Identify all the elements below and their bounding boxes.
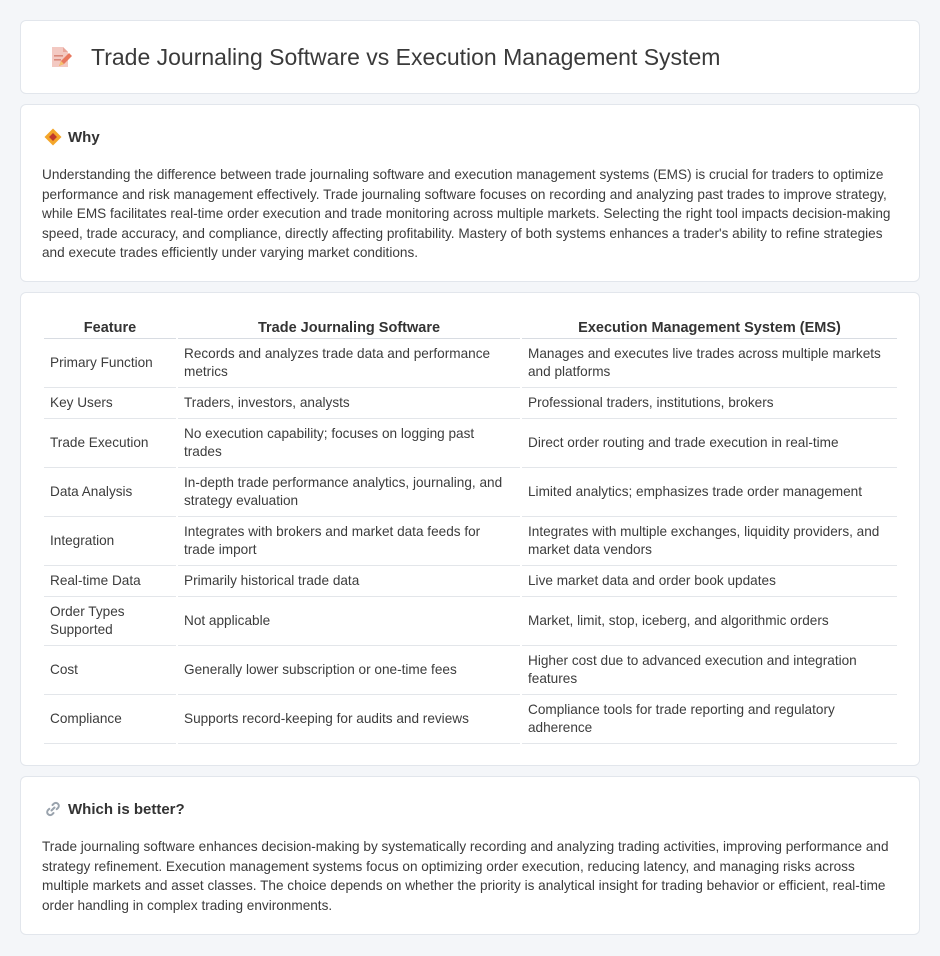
table-cell: In-depth trade performance analytics, journaling, and strategy evaluation [178, 468, 520, 517]
table-row [44, 597, 897, 646]
table-cell: No execution capability; focuses on logging past trades [178, 419, 520, 468]
feature-cell: Trade Execution [44, 419, 176, 468]
which-is-better-title: Which is better? [68, 800, 185, 818]
table-row [44, 517, 897, 566]
table-row [44, 339, 897, 388]
table-cell: Traders, investors, analysts [178, 388, 520, 419]
feature-cell: Integration [44, 517, 176, 566]
feature-cell: Key Users [44, 388, 176, 419]
header-card [20, 20, 920, 94]
feature-cell: Compliance [44, 695, 176, 744]
table-row [44, 566, 897, 597]
table-cell: Primarily historical trade data [178, 566, 520, 597]
table-cell: Direct order routing and trade execution in real-time [522, 419, 897, 468]
feature-cell: Real-time Data [44, 566, 176, 597]
table-cell: Supports record-keeping for audits and reviews [178, 695, 520, 744]
feature-cell: Order Types Supported [44, 597, 176, 646]
table-cell: Compliance tools for trade reporting and regulatory adherence [522, 695, 897, 744]
table-cell: Not applicable [178, 597, 520, 646]
which-is-better-body: Trade journaling software enhances decision-making by systematically recording and analyzing trading activities, improving performance and strategy refinement. Execution management systems focus on optimizing order execution, reducing latency, and managing risks across multiple markets and asset classes. The choice depends on whether the priority is analytical insight for trading behavior or efficient, real-time order handling in complex trading environments. [42, 839, 889, 913]
why-title: Why [68, 128, 100, 146]
column-header: Execution Management System (EMS) [522, 313, 897, 339]
table-row [44, 468, 897, 517]
table-cell: Market, limit, stop, iceberg, and algorithmic orders [522, 597, 897, 646]
table-cell: Higher cost due to advanced execution and integration features [522, 646, 897, 695]
table-cell: Limited analytics; emphasizes trade order management [522, 468, 897, 517]
diamond-sign-icon [43, 127, 63, 147]
table-cell: Integrates with brokers and market data feeds for trade import [178, 517, 520, 566]
column-header: Trade Journaling Software [178, 313, 520, 339]
comparison-table [42, 313, 899, 744]
table-cell: Integrates with multiple exchanges, liquidity providers, and market data vendors [522, 517, 897, 566]
table-row [44, 695, 897, 744]
feature-cell: Primary Function [44, 339, 176, 388]
comparison-section [20, 292, 920, 766]
why-section [20, 104, 920, 282]
why-body: Understanding the difference between trade journaling software and execution management systems (EMS) is crucial for traders to optimize performance and risk management effectively. Trade journaling software focuses on recording and analyzing past trades to improve strategy, while EMS facilitates real-time order execution and trade monitoring across multiple markets. Selecting the right tool impacts decision-making speed, trade accuracy, and compliance, directly affecting profitability. Mastery of both systems enhances a trader's ability to refine strategies and execute trades efficiently under varying market conditions. [42, 167, 891, 261]
which-is-better-section [20, 776, 920, 935]
feature-cell: Cost [44, 646, 176, 695]
feature-cell: Data Analysis [44, 468, 176, 517]
link-icon [43, 799, 63, 819]
table-cell: Live market data and order book updates [522, 566, 897, 597]
table-header-row [44, 313, 897, 339]
table-cell: Manages and executes live trades across multiple markets and platforms [522, 339, 897, 388]
column-header: Feature [44, 313, 176, 339]
table-cell: Records and analyzes trade data and performance metrics [178, 339, 520, 388]
table-row [44, 388, 897, 419]
table-cell: Professional traders, institutions, brokers [522, 388, 897, 419]
table-row [44, 646, 897, 695]
table-row [44, 419, 897, 468]
page-title: Trade Journaling Software vs Execution Management System [91, 43, 721, 70]
table-cell: Generally lower subscription or one-time fees [178, 646, 520, 695]
document-pencil-icon [47, 44, 73, 70]
